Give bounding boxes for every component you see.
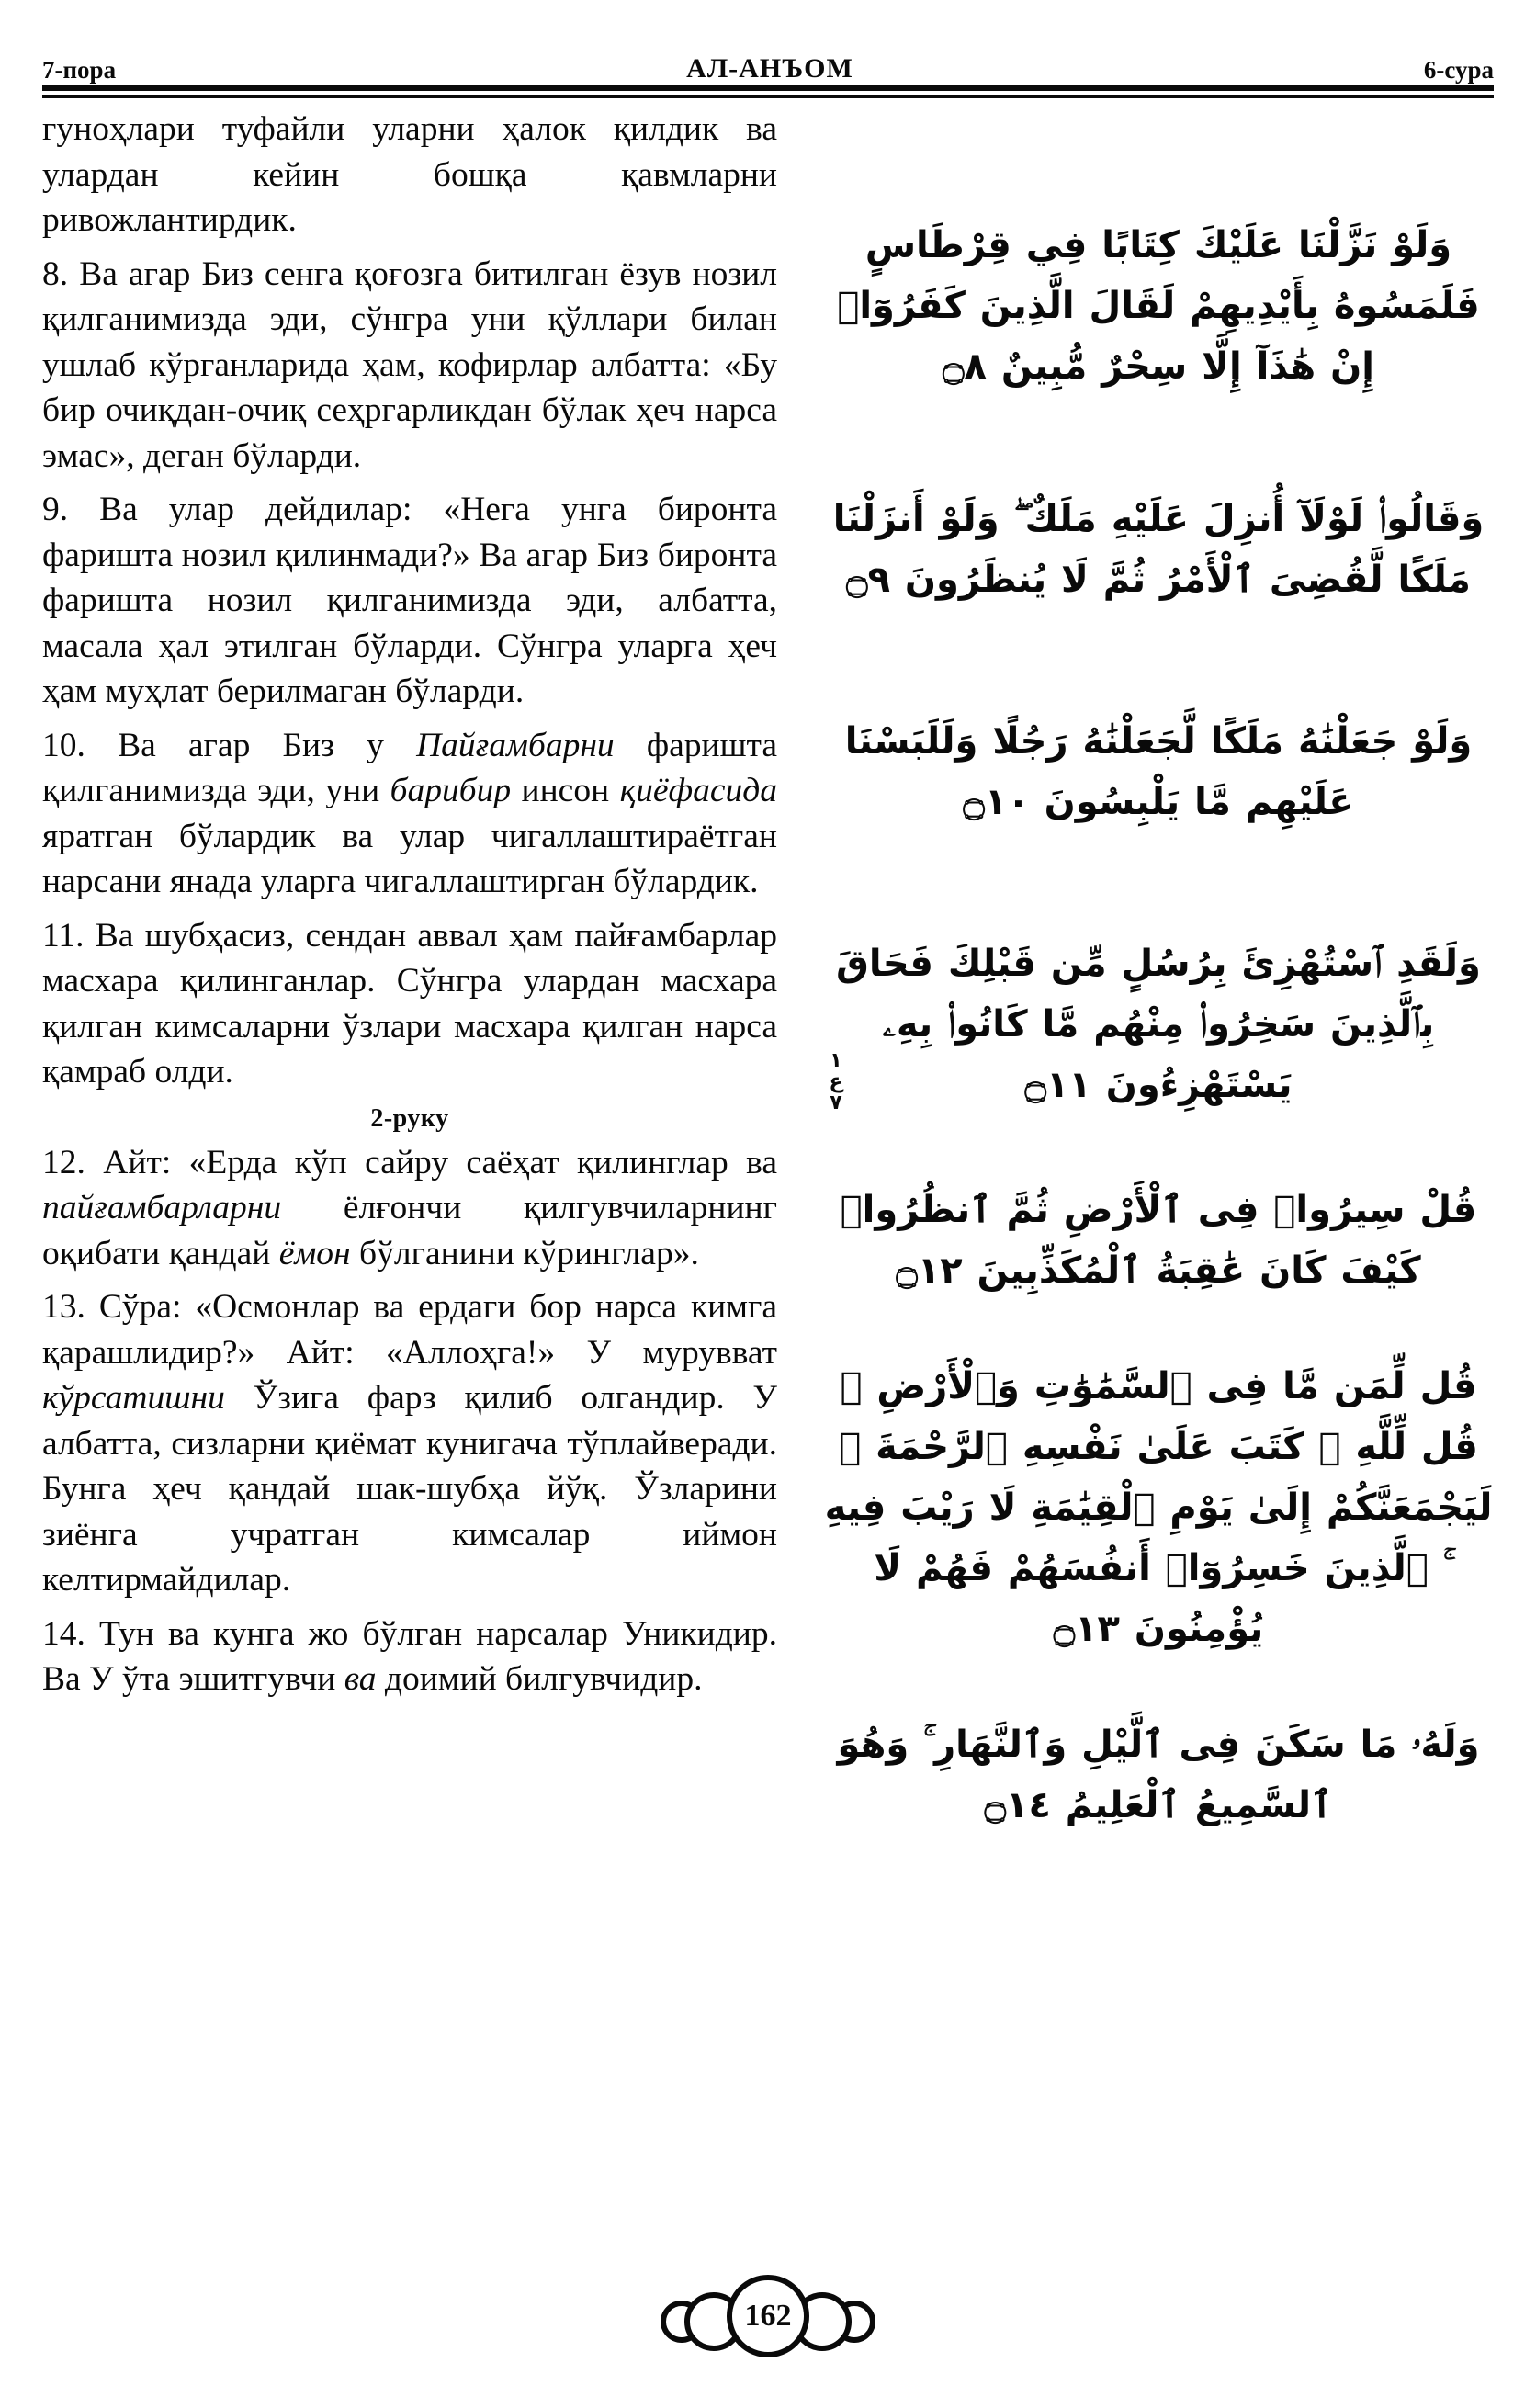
ruku-heading: 2-руку: [370, 1103, 449, 1133]
header-rule: [42, 85, 1494, 98]
arabic-ayah-9: وَقَالُوا۟ لَوْلَآ أُنزِلَ عَلَيْهِ مَلَكٌ ۖ وَلَوْ أَنزَلْنَا مَلَكًا لَّقُضِىَ ٱلْأَمْرُ ثُمَّ لَا يُنظَرُونَ ۝٩: [832, 498, 1485, 601]
arabic-ayah-8: وَلَوْ نَزَّلْنَا عَلَيْكَ كِتَابًا فِي قِرْطَاسٍ فَلَمَسُوهُ بِأَيْدِيهِمْ لَقَالَ الَّذِينَ كَفَرُوٓا۟ إِنْ هَٰذَآ إِلَّا سِحْرٌ مُّبِينٌ ۝٨: [837, 224, 1480, 388]
arabic-ayah-11-text: وَلَقَدِ ٱسْتُهْزِئَ بِرُسُلٍ مِّن قَبْلِكَ فَحَاقَ بِٱلَّذِينَ سَخِرُوا۟ مِنْهُم مَّا كَانُوا۟ بِهِۦ يَسْتَهْزِءُونَ ۝١١: [836, 943, 1481, 1106]
header-rule-thin: [42, 95, 1494, 98]
running-head-center-surah-name: АЛ-АНЪОМ: [686, 53, 853, 84]
arabic-gap-12-13: [823, 1301, 1494, 1356]
verse-12-part-2: ёлғончи қилгувчиларнинг оқибати қандай: [42, 1189, 777, 1272]
verse-14-part-1: 14. Тун ва кунга жо бўлган нарсалар Уникидир. Ва У ўта эшитгувчи: [42, 1614, 777, 1698]
verse-10-emphasis-3: қиёфасида: [619, 772, 777, 809]
verse-14-emphasis-1: ва: [344, 1660, 377, 1698]
arabic-gap-8-9: [823, 397, 1494, 489]
ruku-mark-icon: [818, 1050, 854, 1114]
header-rule-thick: [42, 85, 1494, 91]
paragraph-verse-12: [42, 1140, 777, 1277]
verse-12-part-1: 12. Айт: «Ерда кўп сайру саёҳат қилинглар ва: [42, 1143, 777, 1181]
paragraph-verse-8: 8. Ва агар Биз сенга қоғозга битилган ёзув нозил қилганимизда эди, сўнгра уни қўллари билан ушлаб кўрганларида ҳам, кофирлар албатта: «Бу бир очиқдан-очиқ сеҳргарликдан бўлак ҳеч нарса эмас», деган бўларди.: [42, 254, 777, 475]
paragraph-verse-9: 9. Ва улар дейдилар: «Нега унга биронта фаришта нозил қилинмади?» Ва агар Биз биронта фаришта нозил қилганимизда эди, албатта, масала ҳал этилган бўларди. Сўнгра уларга ҳеч ҳам муҳлат берилмаган бўларди.: [42, 491, 777, 710]
ruku-mark-bottom: ٧: [830, 1091, 842, 1114]
paragraph-verse-10: [42, 723, 777, 905]
verse-10-emphasis-2: барибир: [390, 772, 512, 809]
arabic-ayah-10: وَلَوْ جَعَلْنَٰهُ مَلَكًا لَّجَعَلْنَٰهُ رَجُلًا وَلَلَبَسْنَا عَلَيْهِم مَّا يَلْبِسُونَ ۝١٠: [844, 720, 1473, 823]
verse-13-part-1: 13. Сўра: «Осмонлар ва ердаги бор нарса кимга қарашлидир?» Айт: «Аллоҳга!» У мурувват: [42, 1288, 777, 1372]
arabic-gap-9-10: [823, 610, 1494, 711]
arabic-top-spacer: [823, 107, 1494, 215]
paragraph-carryover: гуноҳлари туфайли уларни ҳалок қилдик ва улардан кейин бошқа қавмларни ривожлантирдик.: [42, 110, 777, 239]
paragraph-verse-14: [42, 1611, 777, 1702]
page-body: [42, 107, 1494, 2238]
verse-13-part-2: Ўзига фарз қилиб олгандир. У албатта, сизларни қиёмат кунигача тўплайверади. Бунга ҳеч қандай шак-шубҳа йўқ. Ўзларини зиёнга учратган кимсалар иймон келтирмайдилар.: [42, 1379, 777, 1599]
verse-10-part-3: инсон: [511, 772, 620, 809]
arabic-gap-11-12: [823, 1115, 1494, 1180]
running-head: [42, 40, 1494, 83]
verse-12-part-3: бўлганини кўринглар».: [350, 1234, 699, 1272]
verse-14-part-2: доимий билгувчидир.: [376, 1660, 703, 1698]
running-head-right: 6-сура: [1423, 56, 1494, 84]
paragraph-verse-11: 11. Ва шубҳасиз, сендан аввал ҳам пайғамбарлар масхара қилинганлар. Сўнгра улардан масхара қилган кимсаларни ўзлари масхара қилган нарса қамраб олди.: [42, 916, 777, 1091]
paragraph-verse-13: [42, 1284, 777, 1603]
arabic-ayah-14: وَلَهُۥ مَا سَكَنَ فِى ٱلَّيْلِ وَٱلنَّهَارِ ۚ وَهُوَ ٱلسَّمِيعُ ٱلْعَلِيمُ ۝١٤: [837, 1724, 1480, 1826]
running-head-left: 7-пора: [42, 56, 117, 84]
arabic-gap-13-14: [823, 1659, 1494, 1714]
arabic-ayah-12: قُلْ سِيرُوا۟ فِى ٱلْأَرْضِ ثُمَّ ٱنظُرُوا۟ كَيْفَ كَانَ عَٰقِبَةُ ٱلْمُكَذِّبِينَ ۝١٢: [840, 1189, 1477, 1292]
arabic-original-column: [823, 107, 1494, 1836]
page-number: 162: [744, 2299, 792, 2333]
verse-10-part-2: фаришта қилганимизда эди, уни: [42, 726, 777, 809]
page-footer: [0, 2272, 1536, 2360]
uzbek-translation-column: [42, 107, 777, 1711]
ruku-mark-letter: ع: [829, 1070, 843, 1093]
arabic-ayah-13: قُل لِّمَن مَّا فِى ٱلسَّمَٰوَٰتِ وَٱلْأَرْضِ ۖ قُل لِّلَّهِ ۚ كَتَبَ عَلَىٰ نَفْسِهِ ٱلرَّحْمَةَ ۚ لَيَجْمَعَنَّكُمْ إِلَىٰ يَوْمِ ٱلْقِيَٰمَةِ لَا رَيْبَ فِيهِ ۚ ٱلَّذِينَ خَسِرُوٓا۟ أَنفُسَهُمْ فَهُمْ لَا يُؤْمِنُونَ ۝١٣: [824, 1365, 1493, 1650]
folio-ornament-icon: [653, 2272, 883, 2360]
arabic-gap-10-11: [823, 832, 1494, 933]
ruku-mark-top: ١: [830, 1049, 842, 1072]
verse-10-part-4: яратган бўлардик ва улар чигаллаштираётган нарсани янада уларга чигаллаштирган бўлардик.: [42, 817, 777, 900]
verse-12-emphasis-2: ёмон: [278, 1234, 351, 1272]
verse-10-emphasis-1: Пайғамбарни: [416, 726, 615, 764]
verse-10-part-1: 10. Ва агар Биз у: [42, 726, 417, 764]
arabic-ayah-11: [823, 933, 1494, 1115]
verse-13-emphasis-1: кўрсатишни: [42, 1379, 225, 1417]
verse-12-emphasis-1: пайғамбарларни: [42, 1189, 282, 1227]
